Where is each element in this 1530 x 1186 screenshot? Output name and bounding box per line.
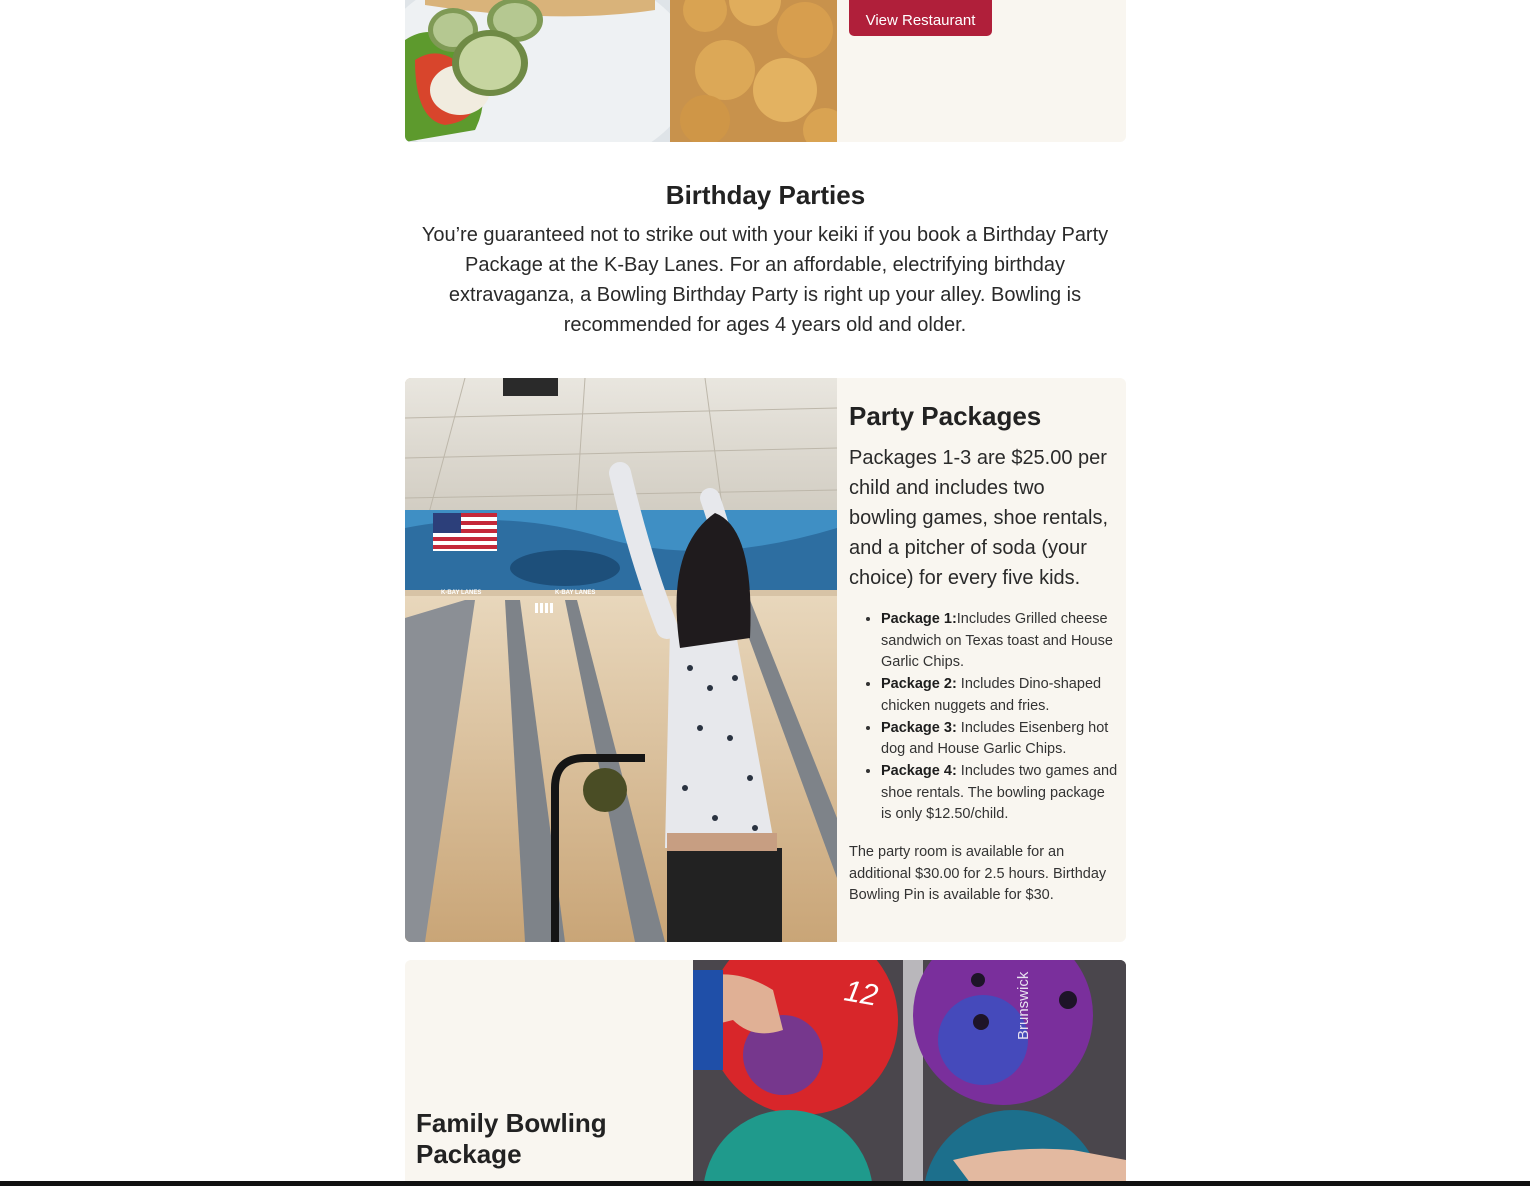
bowling-girl-photo [405,378,837,942]
family-bowling-card [405,960,1126,1186]
view-restaurant-button[interactable]: View Restaurant [849,0,992,36]
family-bowling-title: Family Bowling Package [416,1108,607,1169]
lane-label-center: K-BAY LANES [555,590,596,596]
package-item-1 [881,609,1119,674]
lane-label-left: K-BAY LANES [441,590,482,596]
party-room-note: The party room is available for an additional $30.00 for 2.5 hours. Birthday Bowling Pin is available for $30. [849,844,1107,904]
package-label: Package 3: [881,719,957,736]
package-text: Includes two games and shoe rentals. The bowling package is only $12.50/child. [881,762,1118,823]
package-label: Package 1: [881,611,957,627]
bottom-border [0,1181,1530,1186]
package-list [849,609,1119,826]
ball-brand: Brunswick [1015,971,1032,1040]
package-item-2 [881,674,1119,717]
package-item-4 [881,761,1119,826]
party-packages-intro: Packages 1-3 are $25.00 per child and includes two bowling games, shoe rentals, and a pitcher of soda (your choice) for every five kids. [849,447,1109,589]
restaurant-card [405,0,1126,142]
package-label: Package 4: [881,762,957,779]
package-text: Includes Grilled cheese sandwich on Texas toast and House Garlic Chips. [881,611,1113,671]
birthday-parties-intro: You’re guaranteed not to strike out with your keiki if you book a Birthday Party Package at the K-Bay Lanes. For an affordable, electrifying birthday extravaganza, a Bowling Birthday Party is right up your alley. Bowling is recommended for ages 4 years old and older. [421,224,1109,336]
party-packages-card [405,378,1126,942]
package-item-3 [881,718,1119,761]
package-text: Includes Dino-shaped chicken nuggets and fries. [881,676,1102,714]
bowling-balls-photo [693,960,1126,1186]
food-photo [405,0,837,142]
birthday-parties-title: Birthday Parties [665,180,866,210]
ball-number: 12 [841,974,881,1013]
package-label: Package 2: [881,676,957,693]
party-packages-title: Party Packages [849,401,1042,431]
package-text: Includes Eisenberg hot dog and House Garlic Chips. [881,719,1109,758]
